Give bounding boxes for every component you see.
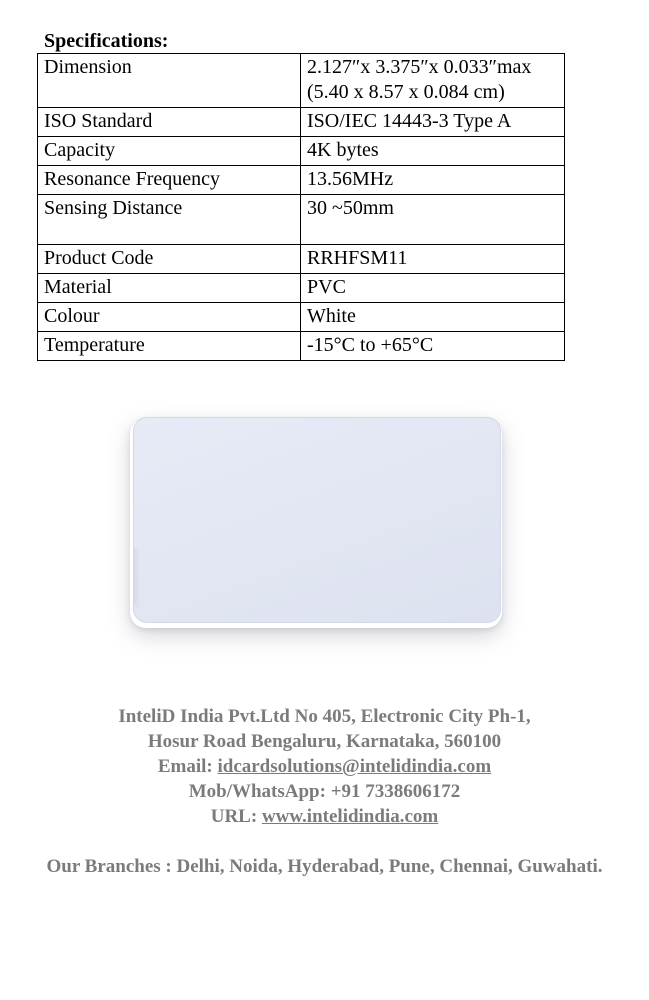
spec-value: 2.127″x 3.375″x 0.033″max (5.40 x 8.57 x 0.084 cm) [301,54,565,108]
table-row [38,195,565,245]
email-line [0,754,649,779]
company-contact-block [0,704,649,829]
spec-label: Temperature [38,332,301,361]
table-row [38,108,565,137]
specifications-table [37,53,565,361]
url-label: URL: [210,806,262,827]
url-line [0,804,649,829]
spec-value: PVC [301,274,565,303]
email-link[interactable]: idcardsolutions@intelidindia.com [217,756,492,777]
spec-label: Sensing Distance [38,195,301,245]
blank-rfid-card-image [133,417,501,623]
spec-label: Material [38,274,301,303]
table-row [38,332,565,361]
spec-value: ISO/IEC 14443-3 Type A [301,108,565,137]
spec-label: Product Code [38,245,301,274]
spec-value: RRHFSM11 [301,245,565,274]
table-row [38,137,565,166]
company-address-line-1: InteliD India Pvt.Ltd No 405, Electronic City Ph-1, [118,706,531,727]
spec-value: White [301,303,565,332]
spec-label: Resonance Frequency [38,166,301,195]
table-row [38,54,565,108]
table-row [38,274,565,303]
branches-line: Our Branches : Delhi, Noida, Hyderabad, Pune, Chennai, Guwahati. [46,856,603,877]
table-row [38,245,565,274]
spec-value: -15°C to +65°C [301,332,565,361]
spec-label: Dimension [38,54,301,108]
email-label: Email: [157,756,218,777]
table-row [38,303,565,332]
table-row [38,166,565,195]
spec-label: ISO Standard [38,108,301,137]
spec-label: Colour [38,303,301,332]
specifications-heading: Specifications: [44,30,169,52]
spec-value: 30 ~50mm [301,195,565,245]
spec-label: Capacity [38,137,301,166]
spec-value: 13.56MHz [301,166,565,195]
spec-value: 4K bytes [301,137,565,166]
phone-line: Mob/WhatsApp: +91 7338606172 [188,781,461,802]
company-address-line-2: Hosur Road Bengaluru, Karnataka, 560100 [147,731,502,752]
website-link[interactable]: www.intelidindia.com [261,806,439,827]
